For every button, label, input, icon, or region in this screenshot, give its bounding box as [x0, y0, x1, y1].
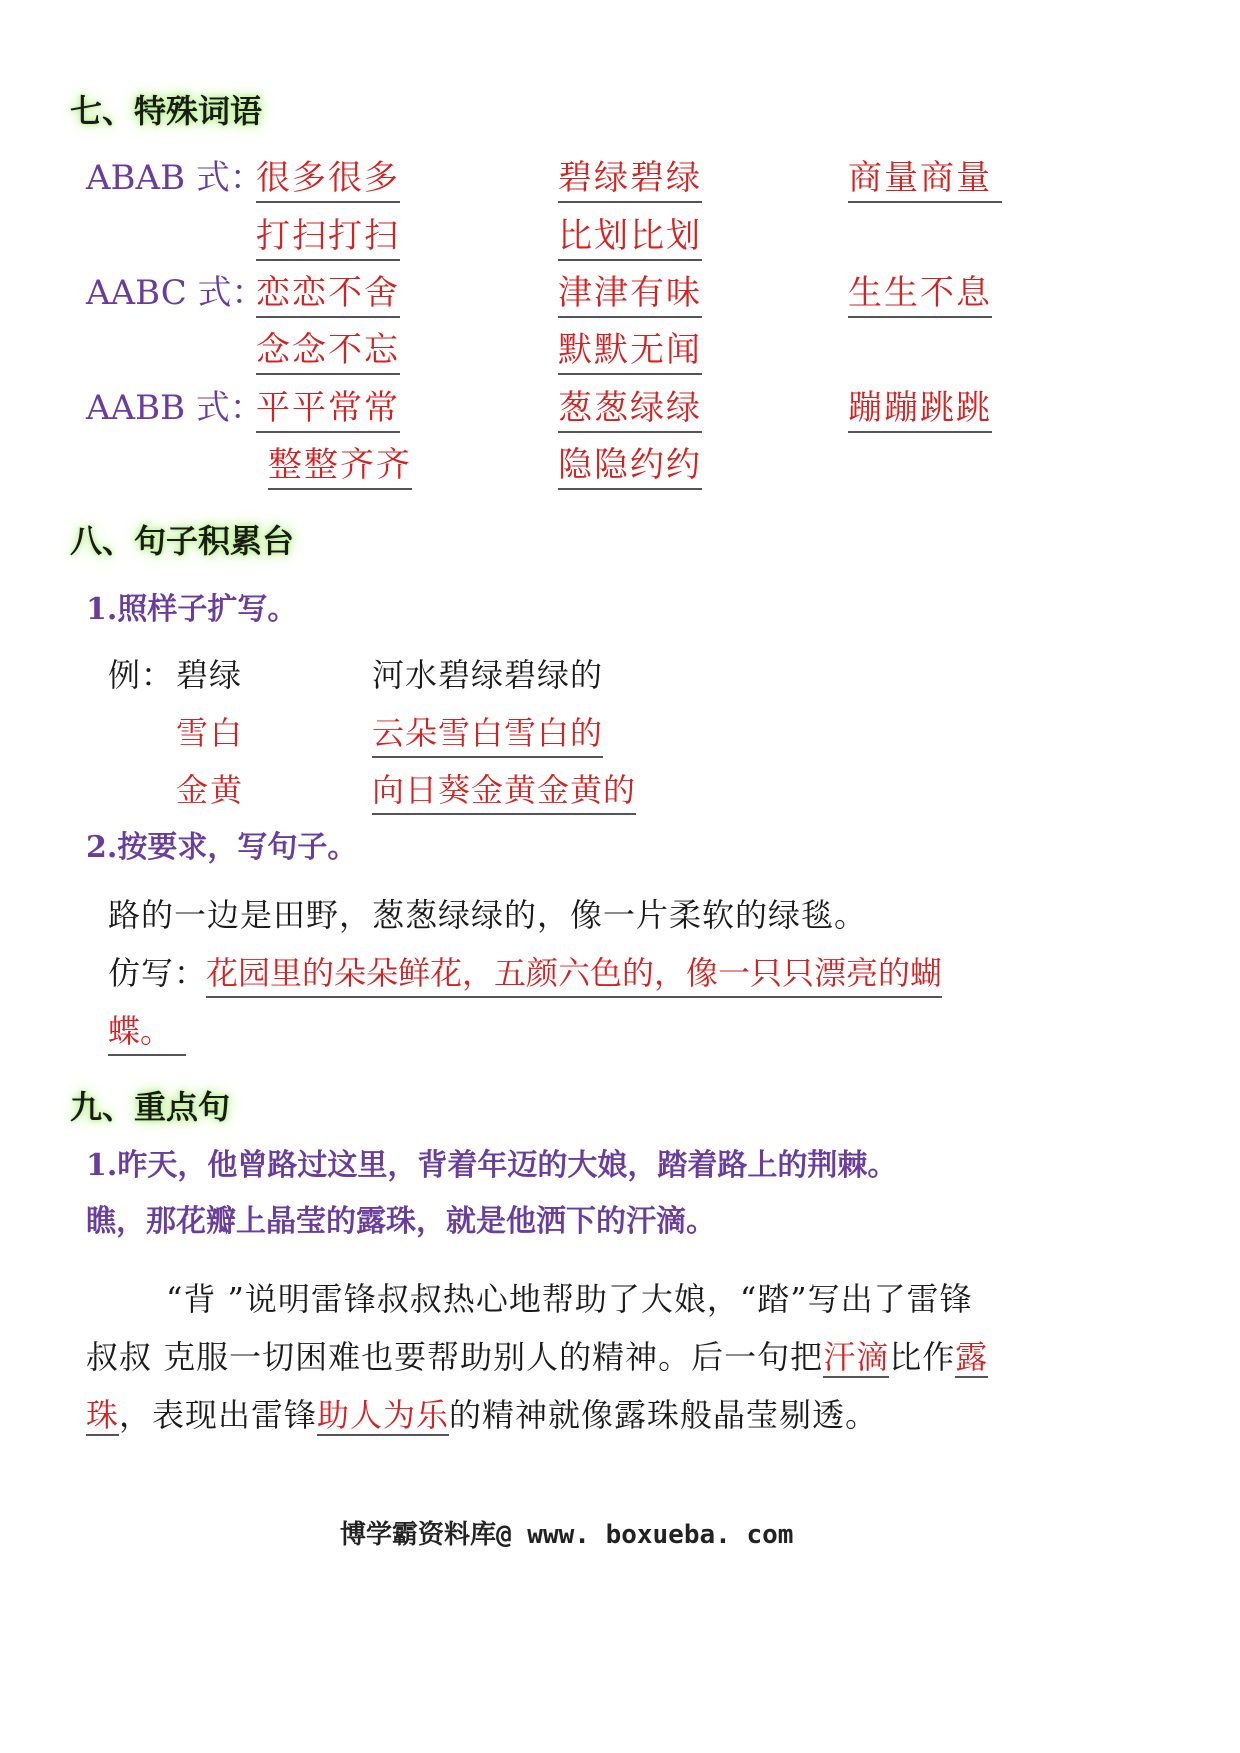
imitate-line-1: 花园里的朵朵鲜花，五颜六色的，像一只只漂亮的蝴	[206, 948, 942, 998]
section-8-title: 八、句子积累台	[70, 522, 295, 560]
footer-watermark: 博学霸资料库@ www. boxueba. com	[340, 1520, 794, 1550]
word-abab-3: 商量商量	[848, 150, 1002, 203]
answer-helping-others: 助人为乐	[317, 1396, 450, 1434]
analysis-text: 的精神就像露珠般晶莹剔透。	[449, 1396, 879, 1434]
analysis-line-1: “背 ”说明雷锋叔叔热心地帮助了大娘，“踏”写出了雷锋	[166, 1280, 973, 1318]
analysis-text: 叔叔 克服一切困难也要帮助别人的精神。后一句把	[86, 1338, 824, 1376]
expand-phrase-1: 云朵雪白雪白的	[372, 708, 603, 758]
expand-phrase-2: 向日葵金黄金黄的	[372, 765, 636, 815]
word-abab-4: 打扫打扫	[256, 208, 400, 261]
word-aabc-1: 恋恋不舍	[256, 265, 400, 318]
analysis-line-3	[86, 1390, 878, 1436]
word-aabc-4: 念念不忘	[256, 322, 400, 375]
section-9-title: 九、重点句	[70, 1088, 231, 1126]
aabc-label: AABC 式：	[86, 273, 266, 313]
analysis-text: 比作	[889, 1338, 956, 1376]
word-abab-1: 很多很多	[256, 150, 400, 203]
analysis-line-2	[86, 1332, 988, 1378]
key-sentence-line-1: 1.昨天，他曾路过这里，背着年迈的大娘，踏着路上的荆棘。	[86, 1148, 898, 1183]
question-2: 2.按要求，写句子。	[86, 830, 358, 865]
key-sentence-line-2: 瞧，那花瓣上晶莹的露珠，就是他洒下的汗滴。	[86, 1204, 716, 1239]
answer-dew-part-1: 露	[955, 1338, 989, 1376]
expand-word-2: 金黄	[176, 771, 245, 809]
word-aabb-2: 葱葱绿绿	[558, 380, 702, 433]
abab-label: ABAB 式：	[86, 158, 264, 198]
imitate-label: 仿写：	[108, 954, 208, 992]
word-aabb-4: 整整齐齐	[268, 437, 412, 490]
question-1: 1.照样子扩写。	[86, 592, 298, 627]
example-word: 碧绿	[176, 656, 243, 694]
answer-dew-part-2: 珠	[86, 1396, 120, 1434]
aabb-label: AABB 式：	[86, 388, 264, 428]
word-aabb-5: 隐隐约约	[558, 437, 702, 490]
example-phrase: 河水碧绿碧绿的	[372, 656, 604, 694]
analysis-text: ，表现出雷锋	[119, 1396, 318, 1434]
section-7-title: 七、特殊词语	[70, 92, 263, 130]
word-abab-2: 碧绿碧绿	[558, 150, 702, 203]
word-aabc-5: 默默无闻	[558, 322, 702, 375]
answer-sweat-drops: 汗滴	[823, 1338, 890, 1376]
example-label: 例：	[108, 656, 175, 694]
source-sentence: 路的一边是田野，葱葱绿绿的，像一片柔软的绿毯。	[108, 896, 868, 934]
word-aabb-3: 蹦蹦跳跳	[848, 380, 992, 433]
expand-word-1: 雪白	[176, 714, 245, 752]
word-aabc-2: 津津有味	[558, 265, 702, 318]
word-aabc-3: 生生不息	[848, 265, 992, 318]
imitate-line-2: 蝶。	[108, 1006, 186, 1056]
word-abab-5: 比划比划	[558, 208, 702, 261]
word-aabb-1: 平平常常	[256, 380, 400, 433]
